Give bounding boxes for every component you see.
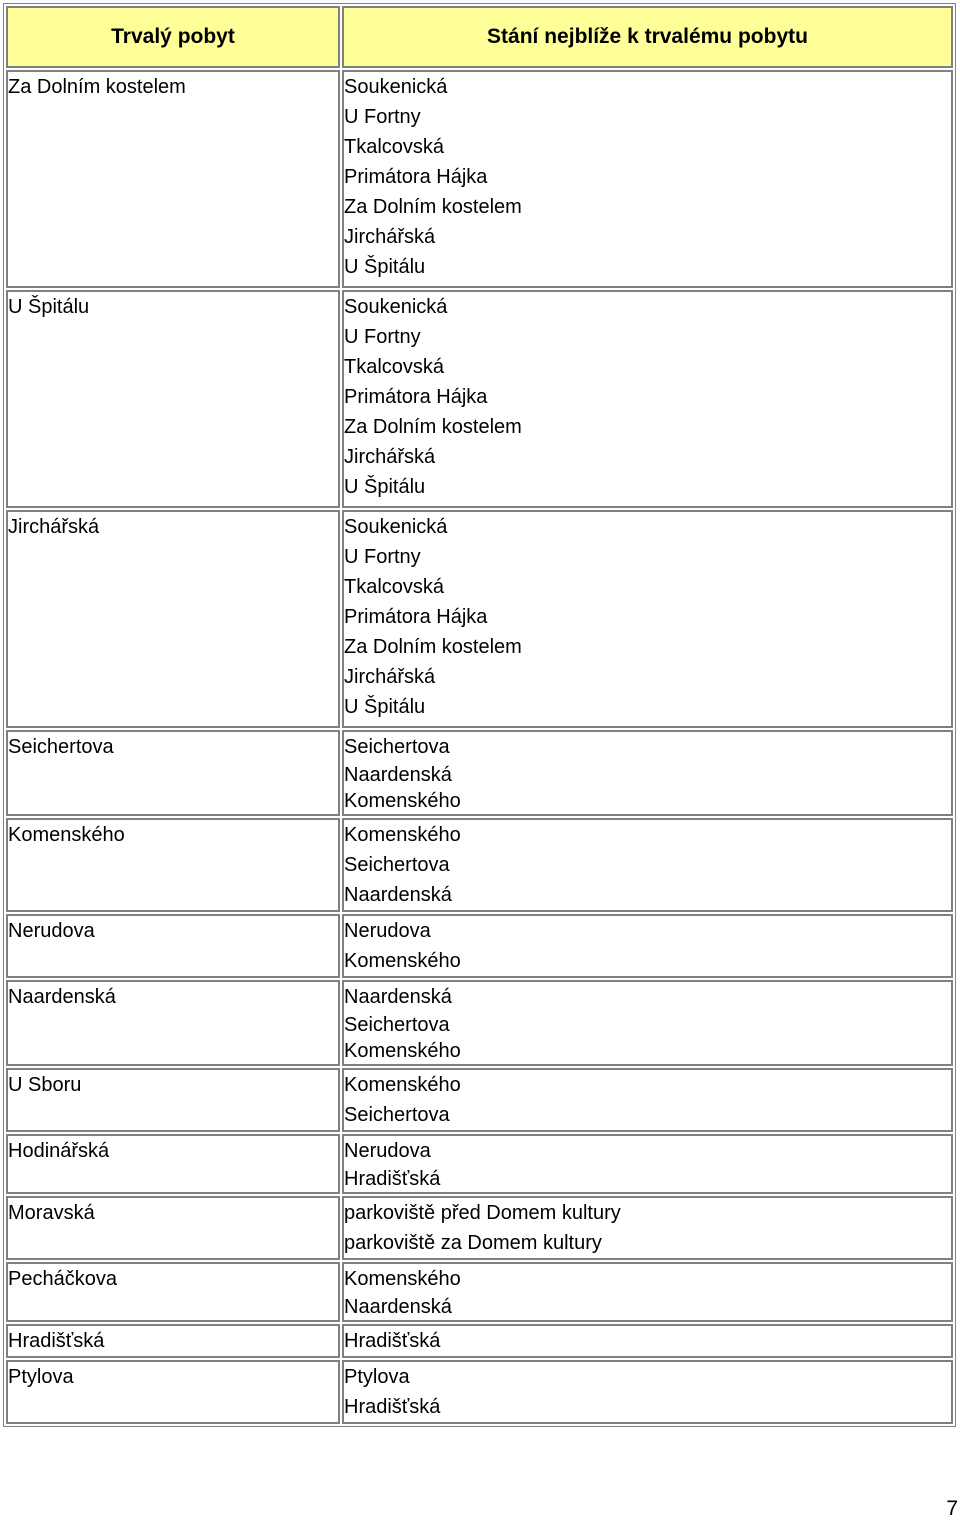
table-row bbox=[6, 818, 953, 912]
residence-cell bbox=[6, 1196, 340, 1260]
table-row bbox=[6, 1360, 953, 1424]
parking-street: U Fortny bbox=[344, 546, 421, 568]
parking-street: parkoviště před Domem kultury bbox=[344, 1202, 621, 1224]
table-row bbox=[6, 1262, 953, 1322]
residence-cell bbox=[6, 290, 340, 508]
residence-street: Naardenská bbox=[8, 986, 116, 1008]
residence-street: U Sboru bbox=[8, 1074, 82, 1096]
parking-street: Hradišťská bbox=[344, 1168, 441, 1190]
table-body bbox=[6, 70, 953, 1424]
residence-street: Nerudova bbox=[8, 920, 95, 942]
parking-street: Nerudova bbox=[344, 920, 431, 942]
parking-street: Tkalcovská bbox=[344, 136, 445, 158]
table-row bbox=[6, 730, 953, 816]
table-row bbox=[6, 1196, 953, 1260]
parking-street: Komenského bbox=[344, 1074, 461, 1096]
parking-street: Jirchářská bbox=[344, 446, 436, 468]
parking-street: Komenského bbox=[344, 824, 461, 846]
parking-street: Primátora Hájka bbox=[344, 386, 488, 408]
residence-street: Hodinářská bbox=[8, 1140, 110, 1162]
table-row bbox=[6, 70, 953, 288]
parking-cell bbox=[342, 1068, 953, 1132]
parking-street: Soukenická bbox=[344, 296, 448, 318]
residence-cell bbox=[6, 914, 340, 978]
parking-street: Za Dolním kostelem bbox=[344, 636, 522, 658]
parking-street: Seichertova bbox=[344, 736, 450, 758]
parking-cell bbox=[342, 914, 953, 978]
residence-street: Jirchářská bbox=[8, 516, 100, 538]
parking-street: Hradišťská bbox=[344, 1330, 441, 1352]
parking-street: Hradišťská bbox=[344, 1396, 441, 1418]
parking-cell bbox=[342, 70, 953, 288]
table-row bbox=[6, 1068, 953, 1132]
parking-street: Naardenská bbox=[344, 1296, 452, 1318]
residence-cell bbox=[6, 1134, 340, 1194]
parking-street: Jirchářská bbox=[344, 226, 436, 248]
table-row bbox=[6, 1134, 953, 1194]
parking-street: Seichertova bbox=[344, 1014, 450, 1036]
parking-table bbox=[3, 3, 956, 1427]
residence-cell bbox=[6, 510, 340, 728]
residence-street: Pecháčkova bbox=[8, 1268, 117, 1290]
header-row bbox=[6, 6, 953, 68]
parking-cell bbox=[342, 1134, 953, 1194]
parking-street: Naardenská bbox=[344, 764, 452, 786]
residence-street: Seichertova bbox=[8, 736, 114, 758]
residence-cell bbox=[6, 70, 340, 288]
parking-street: parkoviště za Domem kultury bbox=[344, 1232, 602, 1254]
parking-street: Seichertova bbox=[344, 1104, 450, 1126]
parking-street: U Fortny bbox=[344, 326, 421, 348]
parking-street: U Fortny bbox=[344, 106, 421, 128]
parking-cell bbox=[342, 290, 953, 508]
parking-street: Komenského bbox=[344, 950, 461, 972]
parking-street: Naardenská bbox=[344, 986, 452, 1008]
table-row bbox=[6, 510, 953, 728]
parking-street: U Špitálu bbox=[344, 696, 426, 718]
residence-street: Za Dolním kostelem bbox=[8, 76, 186, 98]
table-row bbox=[6, 290, 953, 508]
table-row bbox=[6, 914, 953, 978]
residence-street: Hradišťská bbox=[8, 1330, 105, 1352]
parking-street: Komenského bbox=[344, 1040, 461, 1062]
header-parking: Stání nejblíže k trvalému pobytu bbox=[342, 6, 953, 68]
residence-cell bbox=[6, 980, 340, 1066]
parking-street: Komenského bbox=[344, 1268, 461, 1290]
parking-street: Primátora Hájka bbox=[344, 606, 488, 628]
parking-cell bbox=[342, 510, 953, 728]
parking-street: Komenského bbox=[344, 790, 461, 812]
parking-cell bbox=[342, 1196, 953, 1260]
parking-street: Tkalcovská bbox=[344, 576, 445, 598]
table-row bbox=[6, 980, 953, 1066]
parking-street: Ptylova bbox=[344, 1366, 410, 1388]
parking-cell bbox=[342, 980, 953, 1066]
parking-street: Nerudova bbox=[344, 1140, 431, 1162]
page-number: 7 bbox=[946, 1497, 958, 1520]
residence-cell bbox=[6, 730, 340, 816]
parking-cell bbox=[342, 1262, 953, 1322]
parking-street: Jirchářská bbox=[344, 666, 436, 688]
residence-street: Komenského bbox=[8, 824, 125, 846]
parking-street: U Špitálu bbox=[344, 256, 426, 278]
table-row bbox=[6, 1324, 953, 1358]
residence-street: U Špitálu bbox=[8, 296, 90, 318]
residence-cell bbox=[6, 1360, 340, 1424]
residence-cell bbox=[6, 1324, 340, 1358]
parking-street: Soukenická bbox=[344, 516, 448, 538]
parking-street: Seichertova bbox=[344, 854, 450, 876]
header-residence: Trvalý pobyt bbox=[6, 6, 340, 68]
parking-street: Soukenická bbox=[344, 76, 448, 98]
residence-cell bbox=[6, 1068, 340, 1132]
parking-street: Naardenská bbox=[344, 884, 452, 906]
residence-street: Moravská bbox=[8, 1202, 95, 1224]
parking-street: Za Dolním kostelem bbox=[344, 416, 522, 438]
parking-cell bbox=[342, 818, 953, 912]
residence-cell bbox=[6, 1262, 340, 1322]
residence-street: Ptylova bbox=[8, 1366, 74, 1388]
parking-street: Tkalcovská bbox=[344, 356, 445, 378]
parking-street: Primátora Hájka bbox=[344, 166, 488, 188]
parking-cell bbox=[342, 1324, 953, 1358]
parking-cell bbox=[342, 730, 953, 816]
parking-street: U Špitálu bbox=[344, 476, 426, 498]
residence-cell bbox=[6, 818, 340, 912]
parking-street: Za Dolním kostelem bbox=[344, 196, 522, 218]
parking-cell bbox=[342, 1360, 953, 1424]
